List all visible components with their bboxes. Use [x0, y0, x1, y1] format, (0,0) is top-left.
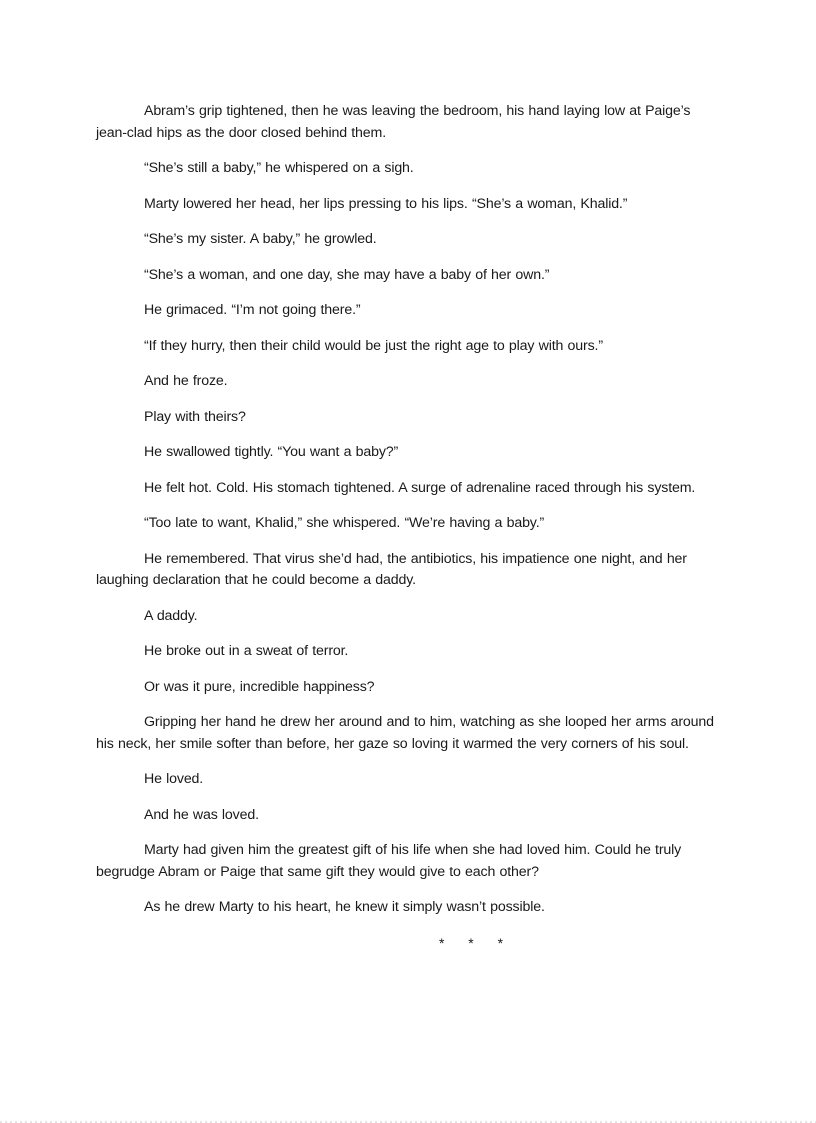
paragraph: “She’s a woman, and one day, she may have a baby of her own.”: [144, 266, 550, 283]
paragraph: And he froze.: [144, 373, 228, 389]
paragraph: Marty lowered her head, her lips pressing to his lips. “She’s a woman, Khalid.”: [144, 195, 628, 212]
paragraph: “Too late to want, Khalid,” she whispered. “We’re having a baby.”: [144, 515, 545, 531]
scene-break: * * *: [438, 934, 514, 951]
paragraph: He swallowed tightly. “You want a baby?”: [144, 444, 399, 460]
paragraph: “She’s my sister. A baby,” he growled.: [144, 231, 377, 247]
paragraph: Gripping her hand he drew her around and to him, watching as she looped her arms around his neck, her smile softer than before, her gaze so loving it warmed the very corners of his soul.: [96, 714, 714, 752]
paragraph: Marty had given him the greatest gift of his life when she had loved him. Could he truly begrudge Abram or Paige that same gift they would give to each other?: [96, 842, 682, 880]
paragraph: He broke out in a sweat of terror.: [144, 643, 349, 659]
paragraph: As he drew Marty to his heart, he knew it simply wasn’t possible.: [144, 899, 545, 915]
paragraph: “She’s still a baby,” he whispered on a sigh.: [144, 160, 414, 176]
paragraph: Play with theirs?: [144, 408, 246, 425]
paragraph: He loved.: [144, 771, 204, 787]
paragraph: A daddy.: [144, 607, 198, 624]
paragraph: Abram’s grip tightened, then he was leaving the bedroom, his hand laying low at Paige’s jean-clad hips as the door closed behind them.: [96, 103, 691, 141]
paragraph: Or was it pure, incredible happiness?: [144, 678, 375, 695]
paragraph: He remembered. That virus she’d had, the antibiotics, his impatience one night, and her laughing declaration that he could become a daddy.: [96, 550, 687, 588]
document-page: [96, 101, 716, 954]
paragraph: He grimaced. “I’m not going there.”: [144, 302, 361, 318]
paragraph: He felt hot. Cold. His stomach tightened. A surge of adrenaline raced through his system.: [144, 479, 696, 496]
paragraph: And he was loved.: [144, 806, 259, 823]
paragraph: “If they hurry, then their child would be just the right age to play with ours.”: [144, 337, 603, 354]
